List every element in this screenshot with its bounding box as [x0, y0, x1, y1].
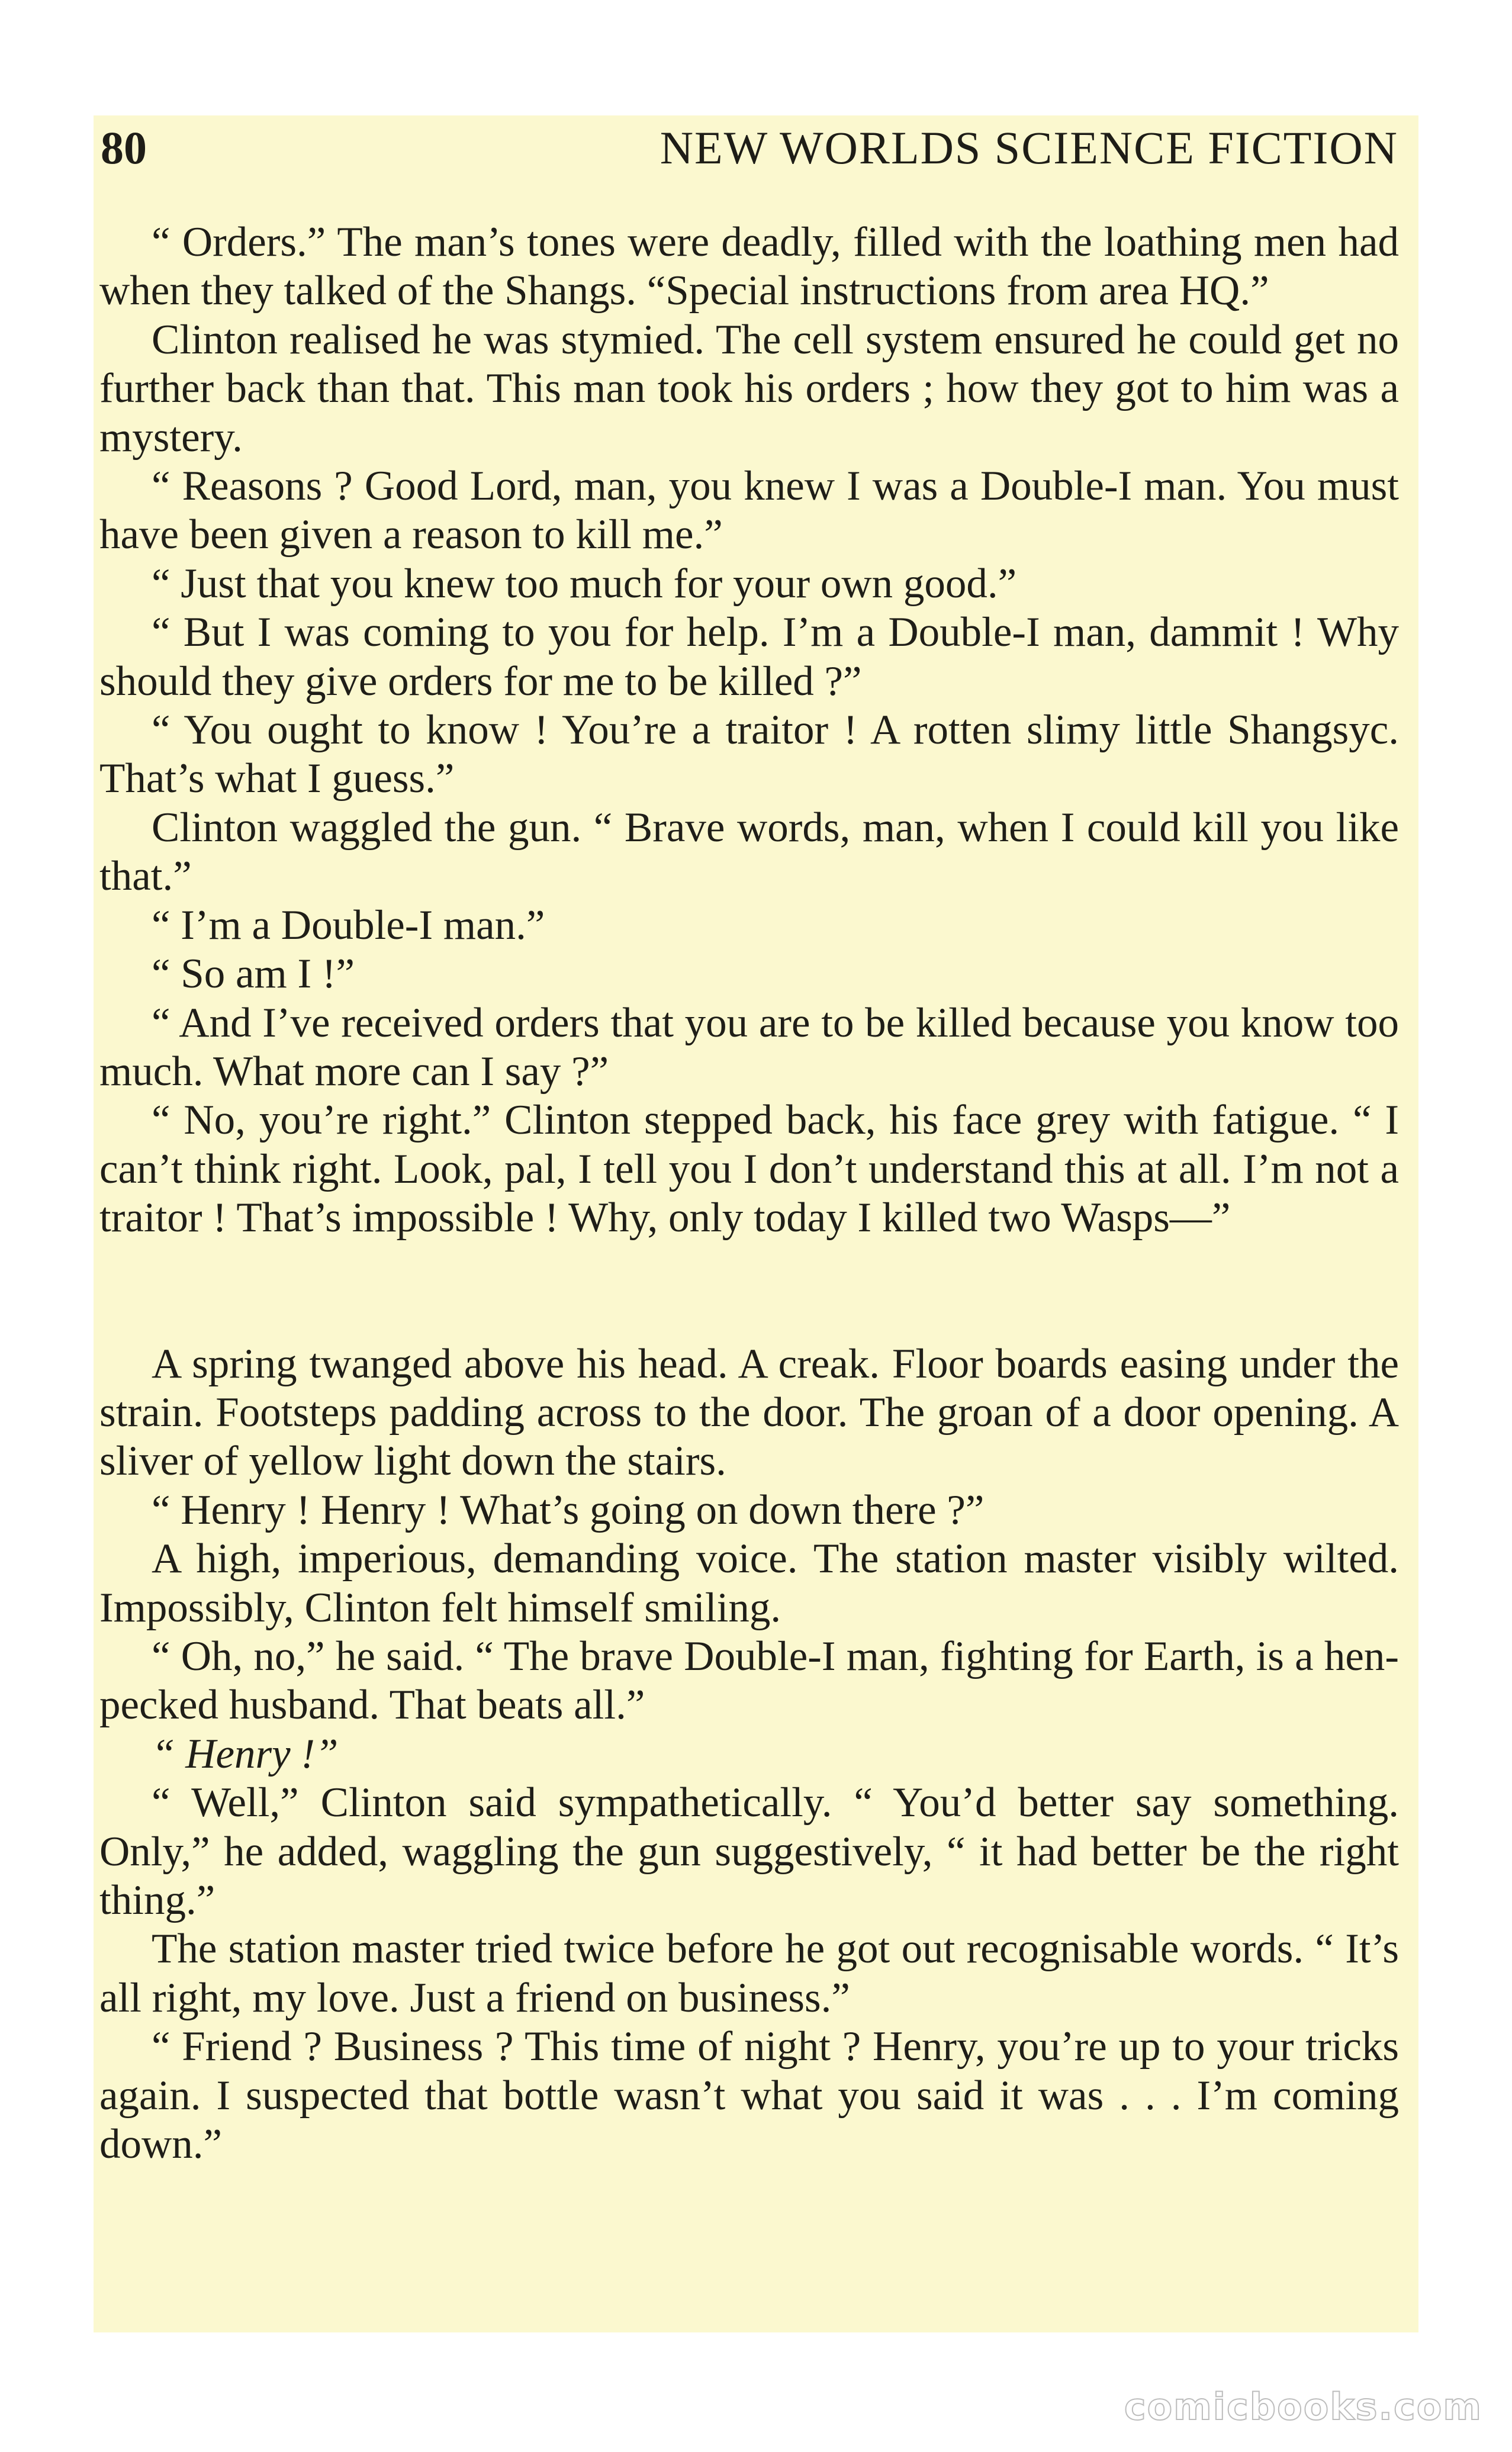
paragraph: Clinton realised he was stymied. The cell system ensured he could get no further back than that. This man took his orders ; how they got to him was a mystery. — [99, 316, 1399, 461]
paragraph: “ No, you’re right.” Clinton stepped back, his face grey with fatigue. “ I can’t think right. Look, pal, I tell you I don’t understand this at all. I’m not a traitor ! That’s impossible ! Why, only today I killed two Wasps—” — [99, 1097, 1399, 1241]
story-text — [99, 218, 1399, 2168]
paragraph: The station master tried twice before he got out recognisable words. “ It’s all right, my love. Just a friend on business.” — [99, 1926, 1399, 2021]
section-break — [99, 1243, 1399, 1340]
paragraph: “ So am I !” — [152, 951, 355, 997]
paragraph: “ Orders.” The man’s tones were deadly, filled with the loathing men had when they talked of the Shangs. “Special instructions from area HQ.” — [99, 219, 1399, 314]
paragraph: “ Reasons ? Good Lord, man, you knew I was a Double-I man. You must have been given a reason to kill me.” — [99, 463, 1399, 558]
page-number: 80 — [101, 122, 147, 173]
paragraph: A spring twanged above his head. A creak. Floor boards easing under the strain. Footsteps padding across to the door. The groan of a door opening. A sliver of yellow light down the stairs. — [99, 1340, 1399, 1485]
paragraph: “ But I was coming to you for help. I’m a Double-I man, dammit ! Why should they give orders for me to be killed ?” — [99, 609, 1399, 704]
paragraph: “ Oh, no,” he said. “ The brave Double-I man, fighting for Earth, is a hen-pecked husband. That beats all.” — [99, 1633, 1399, 1729]
paragraph: “ Friend ? Business ? This time of night ? Henry, you’re up to your tricks again. I suspected that bottle wasn’t what you said it was . . . I’m coming down.” — [99, 2023, 1399, 2168]
paragraph: “ Just that you knew too much for your own good.” — [152, 560, 1017, 607]
page-header — [96, 121, 1398, 186]
paragraph: “ Henry ! Henry ! What’s going on down there ?” — [152, 1486, 985, 1533]
paragraph: “ Henry !” — [152, 1730, 339, 1777]
paragraph: “ You ought to know ! You’re a traitor ! A rotten slimy little Shangsyc. That’s what I guess.” — [99, 707, 1399, 802]
paragraph: “ Well,” Clinton said sympathetically. “ You’d better say something. Only,” he added, waggling the gun suggestively, “ it had better be the right thing.” — [99, 1780, 1399, 1923]
paragraph: “ And I’ve received orders that you are to be killed because you know too much. What more can I say ?” — [99, 999, 1399, 1095]
paragraph: Clinton waggled the gun. “ Brave words, man, when I could kill you like that.” — [99, 804, 1399, 900]
running-title: NEW WORLDS SCIENCE FICTION — [660, 122, 1398, 173]
watermark: comicbooks.com — [1124, 2385, 1482, 2428]
paragraph: “ I’m a Double-I man.” — [152, 902, 545, 948]
paragraph: A high, imperious, demanding voice. The station master visibly wilted. Impossibly, Clinton felt himself smiling. — [99, 1536, 1399, 1631]
